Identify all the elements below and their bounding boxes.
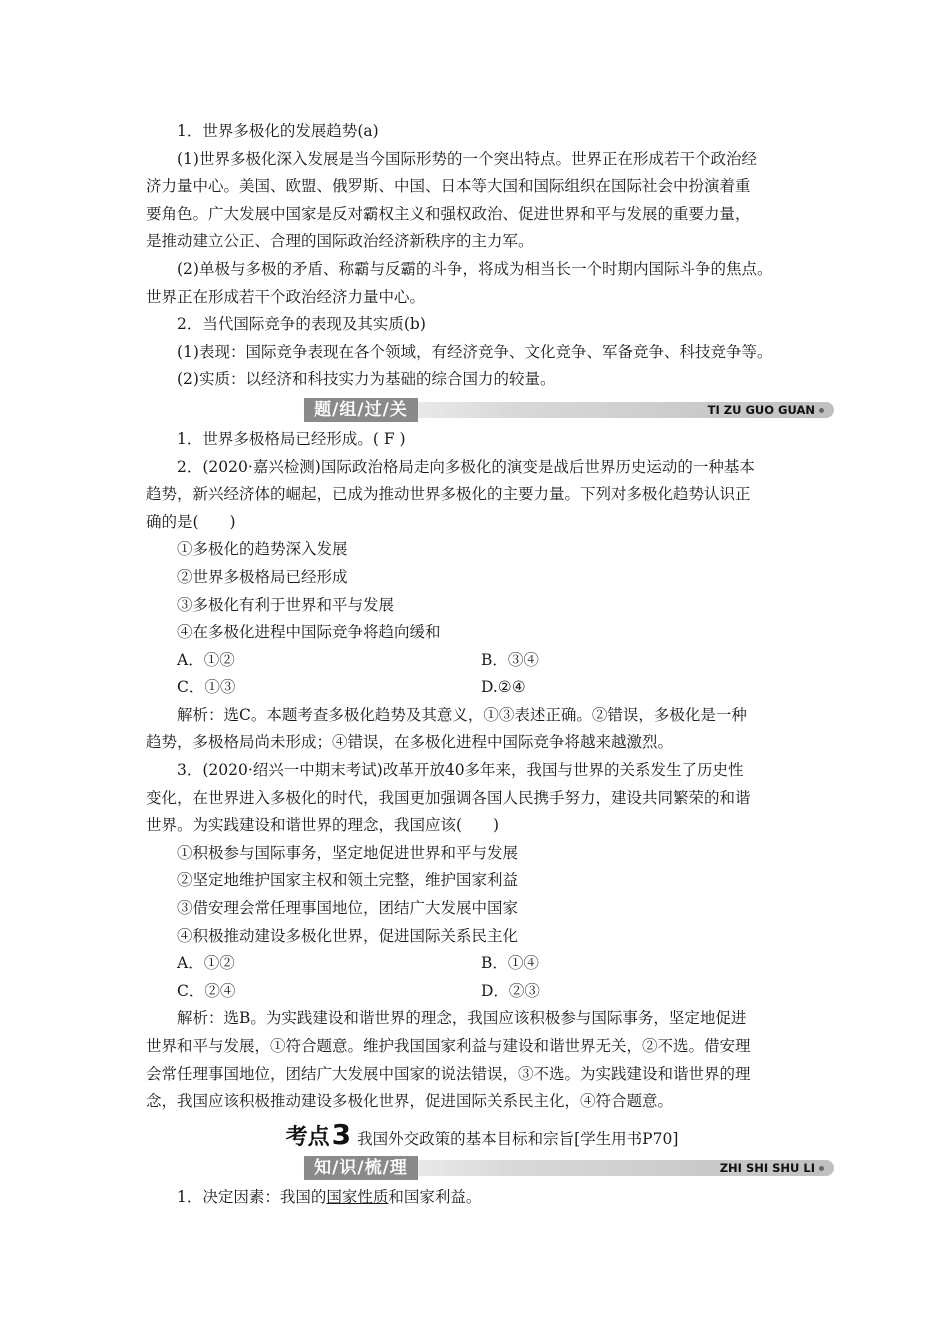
question-2-line: 趋势，新兴经济体的崛起，已成为推动世界多极化的主要力量。下列对多极化趋势认识正 <box>146 485 751 504</box>
answer-3-line: 世界和平与发展，①符合题意。维护我国国家利益与建设和谐世界无关，②不选。借安理 <box>146 1037 751 1055</box>
question-2-options-row <box>146 647 818 675</box>
paragraph-line: 要角色。广大发展中国家是反对霸权主义和强权政治、促进世界和平与发展的重要力量， <box>146 204 751 223</box>
banner-english-text: TI ZU GUO GUAN <box>707 402 815 417</box>
question-3-line: 世界。为实践建设和谐世界的理念，我国应该( ) <box>146 816 500 835</box>
question-3-item: ②坚定地维护国家主权和领土完整，维护国家利益 <box>177 871 519 890</box>
option-d: D.②④ <box>481 678 526 697</box>
bullet-dot-icon <box>819 408 824 413</box>
paragraph-line: (1)世界多极化深入发展是当今国际形势的一个突出特点。世界正在形成若干个政治经 <box>177 149 757 168</box>
paragraph-line: (2)实质：以经济和科技实力为基础的综合国力的较量。 <box>177 370 556 389</box>
option-c: C．②④ <box>177 981 236 1000</box>
kaodian-number: 3 <box>331 1117 352 1151</box>
banner-english <box>708 400 826 420</box>
question-3-item: ③借安理会常任理事国地位，团结广大发展中国家 <box>177 899 519 918</box>
answer-3-line: 解析：选B。为实践建设和谐世界的理念，我国应该积极参与国际事务，坚定地促进 <box>177 1009 747 1028</box>
kaodian-heading <box>146 1118 818 1152</box>
banner-label: 题/组/过/关 <box>304 398 418 422</box>
answer-2-line: 趋势，多极格局尚未形成；④错误，在多极化进程中国际竞争将越来越激烈。 <box>146 733 674 752</box>
heading-2: 2．当代国际竞争的表现及其实质(b) <box>177 315 426 334</box>
question-2-line: 2．(2020·嘉兴检测)国际政治格局走向多极化的演变是战后世界历史运动的一种基本 <box>177 457 755 476</box>
answer-3-line: 念，我国应该积极推动建设多极化世界，促进国际关系民主化，④符合题意。 <box>146 1092 674 1111</box>
question-3-item: ①积极参与国际事务，坚定地促进世界和平与发展 <box>177 843 519 862</box>
section-banner-tizuguoguan <box>146 397 818 423</box>
page-content <box>146 118 818 1211</box>
kaodian-title: 我国外交政策的基本目标和宗旨[学生用书P70] <box>357 1129 679 1148</box>
answer-2-line: 解析：选C。本题考查多极化趋势及其意义，①③表述正确。②错误，多极化是一种 <box>177 705 747 724</box>
question-2-options-row <box>146 674 818 702</box>
question-2-item: ①多极化的趋势深入发展 <box>177 540 348 559</box>
paragraph-line: (1)表现：国际竞争表现在各个领域，有经济竞争、文化竞争、军备竞争、科技竞争等。 <box>177 342 773 361</box>
option-b: B．①④ <box>481 954 539 973</box>
paragraph-line: (2)单极与多极的矛盾、称霸与反霸的斗争，将成为相当长一个时期内国际斗争的焦点。 <box>177 259 773 278</box>
text-segment: 1．决定因素：我国的 <box>177 1187 327 1206</box>
question-3-options-row <box>146 950 818 978</box>
heading-1: 1．世界多极化的发展趋势(a) <box>177 122 379 140</box>
paragraph-line: 世界正在形成若干个政治经济力量中心。 <box>146 287 426 306</box>
question-3-line: 变化，在世界进入多极化的时代，我国更加强调各国人民携手努力，建设共同繁荣的和谐 <box>146 788 751 807</box>
option-d: D．②③ <box>481 981 540 1000</box>
question-2-item: ④在多极化进程中国际竞争将趋向缓和 <box>177 623 441 642</box>
option-a: A．①② <box>177 650 235 669</box>
option-b: B．③④ <box>481 650 539 669</box>
question-2-item: ②世界多极格局已经形成 <box>177 567 348 586</box>
answer-3-line: 会常任理事国地位，团结广大发展中国家的说法错误，③不选。为实践建设和谐世界的理 <box>146 1064 751 1083</box>
option-c: C．①③ <box>177 678 236 697</box>
question-2-item: ③多极化有利于世界和平与发展 <box>177 595 395 614</box>
question-1: 1．世界多极格局已经形成。( F ) <box>177 429 406 448</box>
paragraph-line <box>146 1184 818 1212</box>
option-a: A．①② <box>177 954 235 973</box>
question-2-line: 确的是( ) <box>146 512 236 531</box>
text-segment: 和国家利益。 <box>388 1187 482 1206</box>
paragraph-line: 济力量中心。美国、欧盟、俄罗斯、中国、日本等大国和国际组织在国际社会中扮演着重 <box>146 177 751 196</box>
banner-english-text: ZHI SHI SHU LI <box>719 1160 815 1175</box>
kaodian-word: 考点 <box>285 1124 330 1150</box>
question-3-line: 3．(2020·绍兴一中期末考试)改革开放40多年来，我国与世界的关系发生了历史性 <box>177 761 744 780</box>
underlined-term: 国家性质 <box>326 1187 389 1206</box>
banner-english <box>720 1158 826 1178</box>
section-banner-zhishishuli <box>146 1155 818 1181</box>
bullet-dot-icon <box>819 1166 824 1171</box>
banner-label: 知/识/梳/理 <box>304 1156 418 1180</box>
paragraph-line: 是推动建立公正、合理的国际政治经济新秩序的主力军。 <box>146 232 534 251</box>
question-3-options-row <box>146 978 818 1006</box>
question-3-item: ④积极推动建设多极化世界，促进国际关系民主化 <box>177 926 519 945</box>
